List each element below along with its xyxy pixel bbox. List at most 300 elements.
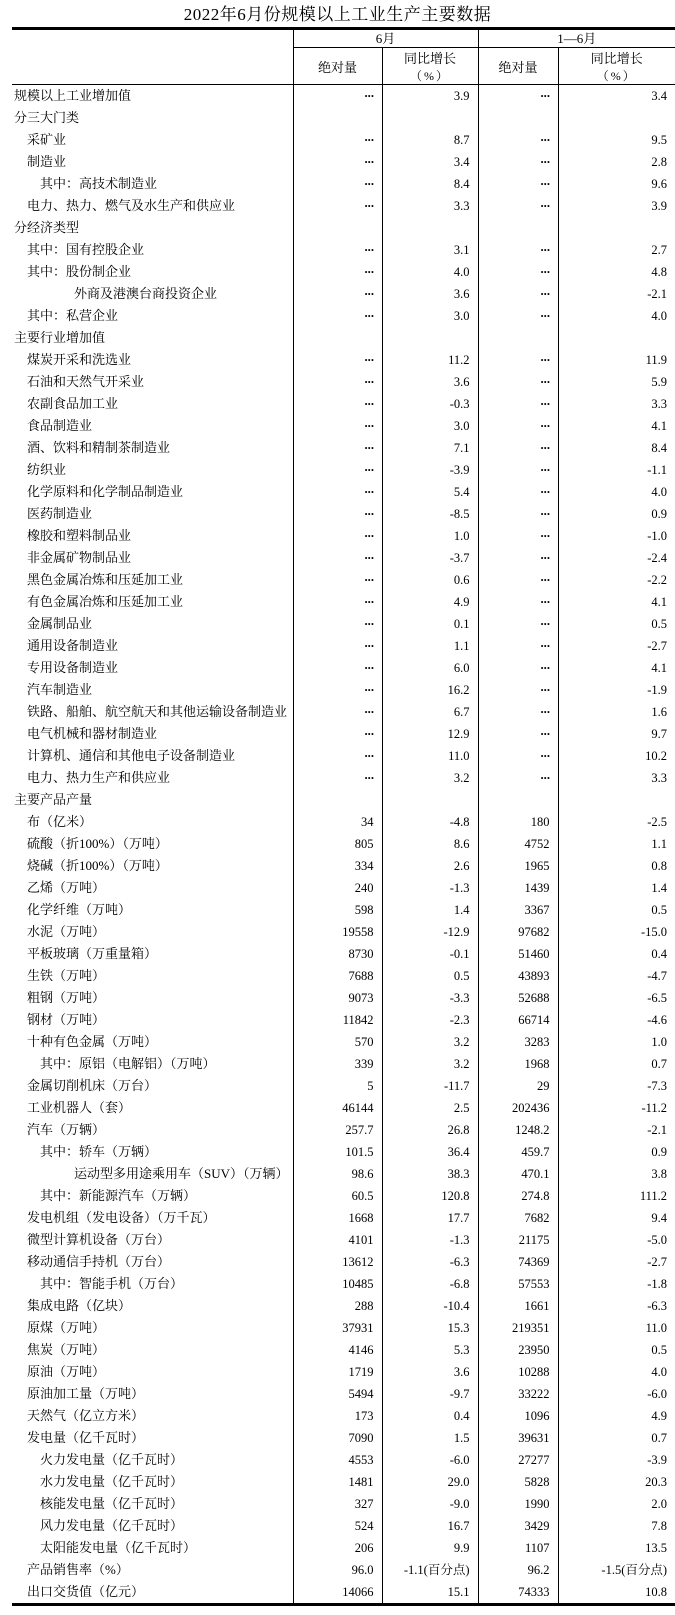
june-growth-cell: 3.0 bbox=[382, 305, 478, 327]
june-growth-cell bbox=[382, 217, 478, 239]
june-growth-cell: -0.3 bbox=[382, 393, 478, 415]
june-absolute-cell: 14066 bbox=[293, 1581, 382, 1605]
june-absolute-cell: 11842 bbox=[293, 1009, 382, 1031]
june-absolute-cell: ··· bbox=[293, 547, 382, 569]
row-label: 硫酸（折100%）（万吨） bbox=[12, 833, 293, 855]
june-absolute-cell: ··· bbox=[293, 173, 382, 195]
row-label: 生铁（万吨） bbox=[12, 965, 293, 987]
jan-june-growth-cell: 0.5 bbox=[651, 903, 668, 917]
jan-june-growth-cell: 0.5 bbox=[651, 1343, 668, 1357]
jan-june-absolute-cell: 1439 bbox=[478, 877, 558, 899]
table-row bbox=[12, 943, 675, 965]
jan-june-absolute-cell: ··· bbox=[478, 173, 558, 195]
june-growth-cell: -1.3 bbox=[382, 1229, 478, 1251]
june-growth-cell: 0.4 bbox=[382, 1405, 478, 1427]
jan-june-absolute-cell: 1990 bbox=[478, 1493, 558, 1515]
jan-june-growth-cell: 0.5 bbox=[651, 617, 668, 631]
june-absolute-cell: 60.5 bbox=[293, 1185, 382, 1207]
june-absolute-cell: ··· bbox=[293, 613, 382, 635]
jan-june-absolute-cell: ··· bbox=[478, 85, 558, 108]
jan-june-growth-cell: 0.4 bbox=[651, 947, 668, 961]
june-growth-cell: 1.5 bbox=[382, 1427, 478, 1449]
jan-june-absolute-cell: 3429 bbox=[478, 1515, 558, 1537]
june-absolute-cell: 5494 bbox=[293, 1383, 382, 1405]
jan-june-growth-cell: 2.8 bbox=[651, 155, 668, 169]
table-row bbox=[12, 745, 675, 767]
jan-june-growth-cell: 3.8 bbox=[651, 1167, 668, 1181]
table-header bbox=[12, 29, 675, 85]
june-growth-cell: -6.0 bbox=[382, 1449, 478, 1471]
table-row bbox=[12, 1405, 675, 1427]
table-row bbox=[12, 173, 675, 195]
jan-june-growth-cell: 9.4 bbox=[651, 1211, 668, 1225]
june-growth-cell bbox=[382, 789, 478, 811]
row-label: 原煤（万吨） bbox=[12, 1317, 293, 1339]
table-row bbox=[12, 855, 675, 877]
table-row bbox=[12, 1361, 675, 1383]
row-label: 钢材（万吨） bbox=[12, 1009, 293, 1031]
table-row bbox=[12, 261, 675, 283]
june-growth-cell: 29.0 bbox=[382, 1471, 478, 1493]
jan-june-absolute-cell: 66714 bbox=[478, 1009, 558, 1031]
jan-june-growth-cell: -4.6 bbox=[647, 1013, 668, 1027]
row-label: 出口交货值（亿元） bbox=[12, 1581, 293, 1605]
row-label: 发电量（亿千瓦时） bbox=[12, 1427, 293, 1449]
row-label: 金属切削机床（万台） bbox=[12, 1075, 293, 1097]
jan-june-absolute-cell: ··· bbox=[478, 151, 558, 173]
june-growth-cell: -11.7 bbox=[382, 1075, 478, 1097]
section-header-row bbox=[12, 327, 675, 349]
june-growth-cell: 3.2 bbox=[382, 1053, 478, 1075]
june-growth-cell: 1.0 bbox=[382, 525, 478, 547]
june-absolute-cell: 1481 bbox=[293, 1471, 382, 1493]
row-label: 烧碱（折100%）（万吨） bbox=[12, 855, 293, 877]
june-growth-cell: 3.2 bbox=[382, 1031, 478, 1053]
table-row bbox=[12, 1427, 675, 1449]
table-row bbox=[12, 415, 675, 437]
indicator-column-header bbox=[12, 29, 293, 85]
jan-june-growth-cell: 4.0 bbox=[651, 1365, 668, 1379]
table-row bbox=[12, 1229, 675, 1251]
jan-june-absolute-cell: 29 bbox=[478, 1075, 558, 1097]
june-growth-cell: 3.1 bbox=[382, 239, 478, 261]
jan-june-growth-cell: 5.9 bbox=[651, 375, 668, 389]
jan-june-absolute-cell: ··· bbox=[478, 767, 558, 789]
row-label: 有色金属冶炼和压延加工业 bbox=[12, 591, 293, 613]
row-label: 计算机、通信和其他电子设备制造业 bbox=[12, 745, 293, 767]
table-row bbox=[12, 1493, 675, 1515]
row-label: 其中：新能源汽车（万辆） bbox=[12, 1185, 293, 1207]
june-absolute-cell: 34 bbox=[293, 811, 382, 833]
jan-june-growth-cell: 0.9 bbox=[651, 1145, 668, 1159]
row-label: 粗钢（万吨） bbox=[12, 987, 293, 1009]
table-row bbox=[12, 965, 675, 987]
june-growth-cell: 36.4 bbox=[382, 1141, 478, 1163]
row-label: 其中：轿车（万辆） bbox=[12, 1141, 293, 1163]
jan-june-absolute-cell: 1965 bbox=[478, 855, 558, 877]
june-growth-cell: 8.4 bbox=[382, 173, 478, 195]
june-absolute-cell: 46144 bbox=[293, 1097, 382, 1119]
june-growth-cell: -1.1(百分点) bbox=[382, 1559, 478, 1581]
june-growth-cell: -3.3 bbox=[382, 987, 478, 1009]
jan-june-growth-cell: 0.7 bbox=[651, 1431, 668, 1445]
row-label: 十种有色金属（万吨） bbox=[12, 1031, 293, 1053]
jan-june-absolute-cell: 4752 bbox=[478, 833, 558, 855]
row-label: 产品销售率（%） bbox=[12, 1559, 293, 1581]
jan-june-absolute-cell bbox=[478, 217, 558, 239]
june-absolute-cell: 805 bbox=[293, 833, 382, 855]
june-growth-cell: 38.3 bbox=[382, 1163, 478, 1185]
jan-june-absolute-cell: 74333 bbox=[478, 1581, 558, 1605]
row-label: 微型计算机设备（万台） bbox=[12, 1229, 293, 1251]
june-growth-cell: 0.1 bbox=[382, 613, 478, 635]
june-growth-cell: -3.7 bbox=[382, 547, 478, 569]
table-row bbox=[12, 569, 675, 591]
jan-june-absolute-cell: ··· bbox=[478, 371, 558, 393]
row-label: 移动通信手持机（万台） bbox=[12, 1251, 293, 1273]
table-row bbox=[12, 1317, 675, 1339]
june-growth-cell: 6.7 bbox=[382, 701, 478, 723]
jan-june-growth-cell: -2.4 bbox=[647, 551, 668, 565]
june-absolute-cell: ··· bbox=[293, 415, 382, 437]
june-absolute-cell: ··· bbox=[293, 591, 382, 613]
section-header-row bbox=[12, 789, 675, 811]
jan-june-growth-cell: 9.5 bbox=[651, 133, 668, 147]
row-label: 酒、饮料和精制茶制造业 bbox=[12, 437, 293, 459]
june-absolute-cell: 524 bbox=[293, 1515, 382, 1537]
jan-june-absolute-cell: 43893 bbox=[478, 965, 558, 987]
growth-header-text: 同比增长 bbox=[404, 51, 457, 66]
june-absolute-cell: 598 bbox=[293, 899, 382, 921]
june-growth-cell bbox=[382, 327, 478, 349]
june-growth-cell: -1.3 bbox=[382, 877, 478, 899]
row-label: 太阳能发电量（亿千瓦时） bbox=[12, 1537, 293, 1559]
row-label: 平板玻璃（万重量箱） bbox=[12, 943, 293, 965]
growth-header-text: 同比增长 bbox=[590, 51, 643, 66]
june-growth-cell: 5.3 bbox=[382, 1339, 478, 1361]
june-growth-cell: -3.9 bbox=[382, 459, 478, 481]
june-growth-cell bbox=[382, 107, 478, 129]
row-label: 外商及港澳台商投资企业 bbox=[12, 283, 293, 305]
jan-june-growth-cell: 3.3 bbox=[651, 397, 668, 411]
jan-june-growth-cell: -1.1 bbox=[647, 463, 668, 477]
table-row bbox=[12, 151, 675, 173]
june-growth-cell: -4.8 bbox=[382, 811, 478, 833]
june-growth-cell: 3.3 bbox=[382, 195, 478, 217]
jan-june-growth-cell: -4.7 bbox=[647, 969, 668, 983]
jan-june-absolute-cell: ··· bbox=[478, 547, 558, 569]
jan-june-absolute-cell: 97682 bbox=[478, 921, 558, 943]
table-row bbox=[12, 525, 675, 547]
column-group-june: 6月 bbox=[293, 29, 478, 48]
jan-june-absolute-cell: 1107 bbox=[478, 1537, 558, 1559]
table-row bbox=[12, 349, 675, 371]
jan-june-growth-cell: 2.7 bbox=[651, 243, 668, 257]
jan-june-growth-cell: 111.2 bbox=[639, 1189, 668, 1203]
row-label: 非金属矿物制品业 bbox=[12, 547, 293, 569]
jan-june-absolute-cell: 21175 bbox=[478, 1229, 558, 1251]
jan-june-growth-cell bbox=[558, 789, 675, 811]
june-growth-cell: -8.5 bbox=[382, 503, 478, 525]
jan-june-growth-cell: 3.4 bbox=[651, 89, 668, 103]
jan-june-growth-cell: -2.7 bbox=[647, 639, 668, 653]
june-growth-cell: 16.7 bbox=[382, 1515, 478, 1537]
jan-june-growth-cell: 4.1 bbox=[651, 661, 668, 675]
row-label: 原油加工量（万吨） bbox=[12, 1383, 293, 1405]
row-label: 焦炭（万吨） bbox=[12, 1339, 293, 1361]
june-absolute-cell: 570 bbox=[293, 1031, 382, 1053]
jan-june-growth-cell: -2.7 bbox=[647, 1255, 668, 1269]
june-absolute-cell: ··· bbox=[293, 767, 382, 789]
table-row bbox=[12, 1383, 675, 1405]
table-row bbox=[12, 1207, 675, 1229]
table-row bbox=[12, 239, 675, 261]
june-absolute-cell: ··· bbox=[293, 151, 382, 173]
june-absolute-cell: 173 bbox=[293, 1405, 382, 1427]
june-absolute-cell: 288 bbox=[293, 1295, 382, 1317]
subheader-growth-jan-june bbox=[558, 48, 675, 85]
row-label: 汽车制造业 bbox=[12, 679, 293, 701]
table-row bbox=[12, 767, 675, 789]
section-label: 分经济类型 bbox=[12, 217, 293, 239]
jan-june-absolute-cell: 3367 bbox=[478, 899, 558, 921]
jan-june-growth-cell: 9.6 bbox=[651, 177, 668, 191]
row-label: 医药制造业 bbox=[12, 503, 293, 525]
table-row bbox=[12, 1141, 675, 1163]
jan-june-absolute-cell: ··· bbox=[478, 195, 558, 217]
jan-june-growth-cell: 10.2 bbox=[645, 749, 668, 763]
period-header-row bbox=[12, 29, 675, 48]
june-absolute-cell: ··· bbox=[293, 701, 382, 723]
table-row bbox=[12, 129, 675, 151]
row-label: 制造业 bbox=[12, 151, 293, 173]
jan-june-growth-cell: 11.0 bbox=[645, 1321, 668, 1335]
june-absolute-cell: ··· bbox=[293, 129, 382, 151]
jan-june-growth-cell: 3.9 bbox=[651, 199, 668, 213]
row-label: 其中：国有控股企业 bbox=[12, 239, 293, 261]
june-absolute-cell: ··· bbox=[293, 437, 382, 459]
jan-june-growth-cell: 10.8 bbox=[645, 1585, 668, 1599]
june-absolute-cell bbox=[293, 789, 382, 811]
table-row bbox=[12, 1031, 675, 1053]
jan-june-growth-cell: -1.0 bbox=[647, 529, 668, 543]
table-row bbox=[12, 1449, 675, 1471]
june-absolute-cell: 4146 bbox=[293, 1339, 382, 1361]
subheader-growth-june bbox=[382, 48, 478, 85]
jan-june-absolute-cell: 1661 bbox=[478, 1295, 558, 1317]
row-label: 电气机械和器材制造业 bbox=[12, 723, 293, 745]
table-row bbox=[12, 1163, 675, 1185]
row-label: 通用设备制造业 bbox=[12, 635, 293, 657]
jan-june-growth-cell: -2.2 bbox=[647, 573, 668, 587]
jan-june-growth-cell: 3.3 bbox=[651, 771, 668, 785]
june-growth-cell: 3.2 bbox=[382, 767, 478, 789]
june-growth-cell: -10.4 bbox=[382, 1295, 478, 1317]
row-label: 天然气（亿立方米） bbox=[12, 1405, 293, 1427]
june-absolute-cell: 7688 bbox=[293, 965, 382, 987]
table-row bbox=[12, 899, 675, 921]
row-label: 橡胶和塑料制品业 bbox=[12, 525, 293, 547]
jan-june-growth-cell: 2.0 bbox=[651, 1497, 668, 1511]
june-absolute-cell: 7090 bbox=[293, 1427, 382, 1449]
section-header-row bbox=[12, 107, 675, 129]
jan-june-growth-cell: 11.9 bbox=[645, 353, 668, 367]
june-growth-cell: 3.9 bbox=[382, 85, 478, 108]
row-label: 专用设备制造业 bbox=[12, 657, 293, 679]
jan-june-absolute-cell: 96.2 bbox=[478, 1559, 558, 1581]
jan-june-absolute-cell: 23950 bbox=[478, 1339, 558, 1361]
table-row bbox=[12, 657, 675, 679]
table-row bbox=[12, 1053, 675, 1075]
jan-june-absolute-cell: 219351 bbox=[478, 1317, 558, 1339]
jan-june-absolute-cell: ··· bbox=[478, 239, 558, 261]
row-label: 其中：原铝（电解铝）（万吨） bbox=[12, 1053, 293, 1075]
jan-june-absolute-cell bbox=[478, 327, 558, 349]
june-growth-cell: 3.6 bbox=[382, 1361, 478, 1383]
jan-june-growth-cell: -2.1 bbox=[647, 1123, 668, 1137]
jan-june-growth-cell: 4.9 bbox=[651, 1409, 668, 1423]
jan-june-growth-cell: -1.9 bbox=[647, 683, 668, 697]
jan-june-growth-cell: 4.0 bbox=[651, 485, 668, 499]
row-label: 布（亿米） bbox=[12, 811, 293, 833]
row-label: 化学原料和化学制品制造业 bbox=[12, 481, 293, 503]
jan-june-absolute-cell: 470.1 bbox=[478, 1163, 558, 1185]
table-row bbox=[12, 1009, 675, 1031]
june-absolute-cell: ··· bbox=[293, 393, 382, 415]
june-growth-cell: -9.7 bbox=[382, 1383, 478, 1405]
june-growth-cell: 120.8 bbox=[382, 1185, 478, 1207]
row-label: 水力发电量（亿千瓦时） bbox=[12, 1471, 293, 1493]
table-row bbox=[12, 987, 675, 1009]
row-label: 电力、热力、燃气及水生产和供应业 bbox=[12, 195, 293, 217]
table-row bbox=[12, 437, 675, 459]
june-absolute-cell: ··· bbox=[293, 635, 382, 657]
row-label: 化学纤维（万吨） bbox=[12, 899, 293, 921]
table-row bbox=[12, 833, 675, 855]
jan-june-growth-cell: -6.5 bbox=[647, 991, 668, 1005]
june-absolute-cell: 101.5 bbox=[293, 1141, 382, 1163]
table-row bbox=[12, 591, 675, 613]
table-row bbox=[12, 481, 675, 503]
june-growth-cell: 12.9 bbox=[382, 723, 478, 745]
row-label: 核能发电量（亿千瓦时） bbox=[12, 1493, 293, 1515]
subheader-absolute-jan-june: 绝对量 bbox=[478, 48, 558, 85]
june-growth-cell: 1.1 bbox=[382, 635, 478, 657]
jan-june-growth-cell: -6.3 bbox=[647, 1299, 668, 1313]
june-absolute-cell: 206 bbox=[293, 1537, 382, 1559]
row-label: 原油（万吨） bbox=[12, 1361, 293, 1383]
jan-june-growth-cell: -15.0 bbox=[640, 925, 668, 939]
jan-june-absolute-cell: 202436 bbox=[478, 1097, 558, 1119]
june-absolute-cell: ··· bbox=[293, 371, 382, 393]
jan-june-absolute-cell: 7682 bbox=[478, 1207, 558, 1229]
row-label: 规模以上工业增加值 bbox=[12, 85, 293, 108]
june-absolute-cell: 4101 bbox=[293, 1229, 382, 1251]
june-absolute-cell: ··· bbox=[293, 657, 382, 679]
row-label: 采矿业 bbox=[12, 129, 293, 151]
jan-june-absolute-cell: ··· bbox=[478, 261, 558, 283]
jan-june-absolute-cell: 39631 bbox=[478, 1427, 558, 1449]
table-row bbox=[12, 877, 675, 899]
jan-june-growth-cell: 4.1 bbox=[651, 595, 668, 609]
june-growth-cell: 2.5 bbox=[382, 1097, 478, 1119]
june-absolute-cell: ··· bbox=[293, 305, 382, 327]
row-label: 纺织业 bbox=[12, 459, 293, 481]
jan-june-growth-cell: 1.0 bbox=[651, 1035, 668, 1049]
june-absolute-cell: 1719 bbox=[293, 1361, 382, 1383]
row-label: 煤炭开采和洗选业 bbox=[12, 349, 293, 371]
june-absolute-cell: ··· bbox=[293, 723, 382, 745]
june-absolute-cell: 19558 bbox=[293, 921, 382, 943]
table-row bbox=[12, 371, 675, 393]
jan-june-absolute-cell: 74369 bbox=[478, 1251, 558, 1273]
jan-june-growth-cell: 13.5 bbox=[645, 1541, 668, 1555]
june-absolute-cell: 10485 bbox=[293, 1273, 382, 1295]
june-absolute-cell: 1668 bbox=[293, 1207, 382, 1229]
jan-june-growth-cell: -2.5 bbox=[647, 815, 668, 829]
jan-june-growth-cell: 1.6 bbox=[651, 705, 668, 719]
jan-june-absolute-cell: 3283 bbox=[478, 1031, 558, 1053]
jan-june-growth-cell: 0.8 bbox=[651, 859, 668, 873]
table-row bbox=[12, 459, 675, 481]
june-absolute-cell: ··· bbox=[293, 525, 382, 547]
june-growth-cell: -0.1 bbox=[382, 943, 478, 965]
june-growth-cell: 17.7 bbox=[382, 1207, 478, 1229]
row-label: 其中：高技术制造业 bbox=[12, 173, 293, 195]
table-row bbox=[12, 701, 675, 723]
june-absolute-cell bbox=[293, 107, 382, 129]
row-label: 其中：智能手机（万台） bbox=[12, 1273, 293, 1295]
jan-june-absolute-cell: ··· bbox=[478, 283, 558, 305]
jan-june-absolute-cell: 27277 bbox=[478, 1449, 558, 1471]
jan-june-absolute-cell: 10288 bbox=[478, 1361, 558, 1383]
jan-june-absolute-cell bbox=[478, 107, 558, 129]
row-label: 食品制造业 bbox=[12, 415, 293, 437]
jan-june-growth-cell: -5.0 bbox=[647, 1233, 668, 1247]
row-label: 水泥（万吨） bbox=[12, 921, 293, 943]
june-absolute-cell: 257.7 bbox=[293, 1119, 382, 1141]
row-label: 汽车（万辆） bbox=[12, 1119, 293, 1141]
jan-june-absolute-cell: ··· bbox=[478, 437, 558, 459]
jan-june-absolute-cell: ··· bbox=[478, 415, 558, 437]
june-growth-cell: 11.2 bbox=[382, 349, 478, 371]
table-row bbox=[12, 1581, 675, 1605]
jan-june-growth-cell: -11.2 bbox=[641, 1101, 668, 1115]
jan-june-growth-cell bbox=[558, 327, 675, 349]
table-row bbox=[12, 283, 675, 305]
june-growth-cell: -2.3 bbox=[382, 1009, 478, 1031]
june-absolute-cell: 37931 bbox=[293, 1317, 382, 1339]
section-label: 分三大门类 bbox=[12, 107, 293, 129]
jan-june-growth-cell: 1.1 bbox=[651, 837, 668, 851]
table-row bbox=[12, 635, 675, 657]
jan-june-absolute-cell: 1096 bbox=[478, 1405, 558, 1427]
june-absolute-cell: 240 bbox=[293, 877, 382, 899]
row-label: 集成电路（亿块） bbox=[12, 1295, 293, 1317]
row-label: 运动型多用途乘用车（SUV）（万辆） bbox=[12, 1163, 293, 1185]
table-body bbox=[12, 85, 675, 1605]
jan-june-absolute-cell: 1968 bbox=[478, 1053, 558, 1075]
jan-june-growth-cell: 9.7 bbox=[651, 727, 668, 741]
june-growth-cell: 8.6 bbox=[382, 833, 478, 855]
jan-june-absolute-cell: ··· bbox=[478, 481, 558, 503]
jan-june-growth-cell: 4.0 bbox=[651, 309, 668, 323]
jan-june-growth-cell: -1.8 bbox=[647, 1277, 668, 1291]
june-absolute-cell: 8730 bbox=[293, 943, 382, 965]
jan-june-absolute-cell: 33222 bbox=[478, 1383, 558, 1405]
growth-header-unit: （%） bbox=[596, 69, 637, 83]
table-row bbox=[12, 613, 675, 635]
